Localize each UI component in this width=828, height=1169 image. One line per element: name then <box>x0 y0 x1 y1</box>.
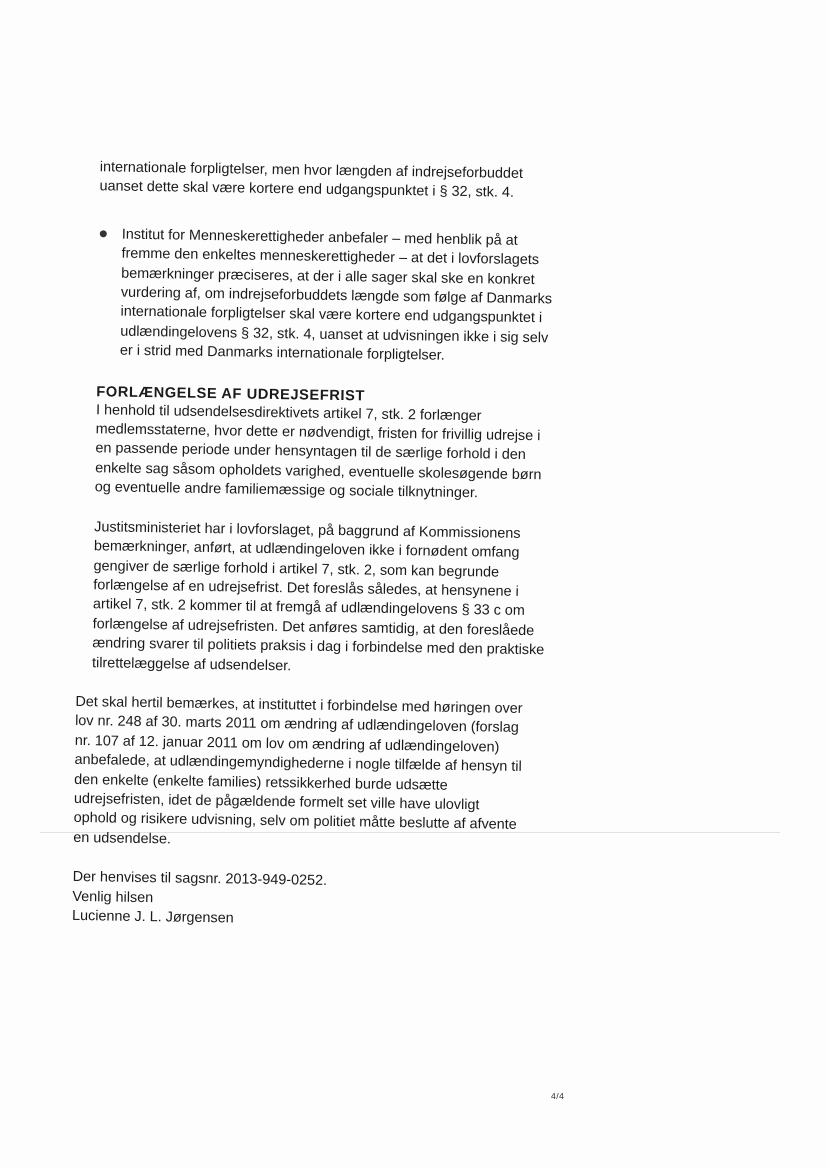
reference-line: Der henvises til sagsnr. 2013-949-0252. <box>72 869 328 890</box>
page-number: 4/4 <box>551 1091 565 1101</box>
recommendation-text: Institut for Menneskerettigheder anbefaler – med henblik på at fremme den enkeltes menneskerettigheder – at det i lovforslagets bemærkninger præciseres, at der i alle sager skal ske en konkret vurdering af, om indrejseforbuddets længde som følge af Danmarks internationale forpligtelser skal være kortere end udgangspunktet i udlændingelovens § 32, stk. 4, uanset at udvisningen ikke i sig selv er i strid med Danmarks internationale forpligtelser. <box>119 226 553 364</box>
section-paragraph-1: I henhold til udsendelsesdirektivets artikel 7, stk. 2 forlænger medlemsstaterne, hvor dette er nødvendigt, fristen for frivillig udrejse i en passende periode under hensyntagen til de særlige forhold i den enkelte sag såsom opholdets varighed, eventuelle skolesøgende børn og eventuelle andre familiemæssige og sociale tilknytninger. <box>94 401 542 502</box>
signature-name: Lucienne J. L. Jørgensen <box>71 907 234 927</box>
bullet-icon <box>100 230 107 237</box>
recommendation-bullet <box>97 225 563 368</box>
section-paragraph-3: Det skal hertil bemærkes, at instituttet i forbindelse med høringen over lov nr. 248 af 30. marts 2011 om ændring af udlændingeloven (forslag nr. 107 af 12. januar 2011 om lov om ændring af udlændingeloven) anbefalede, at udlændingemyndighederne i nogle tilfælde af hensyn til den enkelte (enkelte families) retssikkerhed burde udsætte udrejsefristen, idet de pågældende formelt set ville have ulovligt ophold og risikere udvisning, selv om politiet måtte beslutte af afvente en udsendelse. <box>73 693 523 848</box>
continuation-paragraph: internationale forpligtelser, men hvor længden af indrejseforbuddet uanset dette skal være kortere end udgangspunktet i § 32, stk. 4. <box>99 159 524 202</box>
closing-greeting: Venlig hilsen <box>72 888 154 906</box>
document-body <box>72 158 564 934</box>
section-paragraph-2: Justitsministeriet har i lovforslaget, på baggrund af Kommissionens bemærkninger, anført, at udlændingeloven ikke i fornødent omfang gengiver de særlige forhold i artikel 7, stk. 2, som kan begrunde forlængelse af en udrejsefrist. Det foreslås således, at hensynene i artikel 7, stk. 2 kommer til at fremgå af udlændingelovens § 33 c om forlængelse af udrejsefristen. Det anføres samtidig, at den foreslåede ændring svarer til politiets praksis i dag i forbindelse med den praktiske tilrettelæggelse af udsendelser. <box>91 518 545 674</box>
section-heading: FORLÆNGELSE AF UDREJSEFRIST <box>96 383 366 405</box>
